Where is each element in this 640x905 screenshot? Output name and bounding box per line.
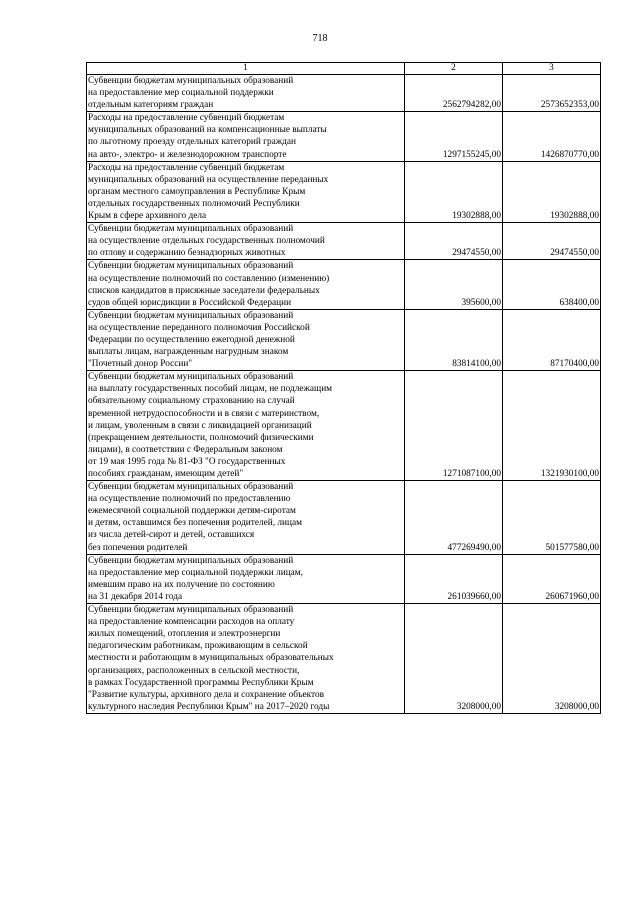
amount-col2: 83814100,00 — [405, 309, 503, 370]
description-line: имевшим право на их получение по состоянию — [88, 579, 275, 590]
description-line: "Развитие культуры, архивного дела и сохранение объектов — [88, 689, 325, 700]
amount-col3: 1426870770,00 — [503, 112, 601, 161]
amount-col2: 261039660,00 — [405, 554, 503, 603]
description-line: на выплату государственных пособий лицам, не подлежащим — [88, 384, 333, 395]
description-line: от 19 мая 1995 года № 81-ФЗ "О государственных — [88, 456, 286, 467]
description-line: Субвенции бюджетам муниципальных образований — [88, 482, 294, 493]
description-line: (прекращением деятельности, полномочий физическими — [88, 432, 314, 443]
amount-col3: 19302888,00 — [503, 161, 601, 222]
description-line: на осуществление переданного полномочия Российской — [88, 322, 310, 333]
description-line: пособиях гражданам, имеющим детей" — [88, 469, 244, 479]
amount-col2: 2562794282,00 — [405, 75, 503, 112]
description-line: культурного наследия Республики Крым" на 2017–2020 годы — [88, 701, 330, 712]
description-line: муниципальных образований на осуществление переданных — [88, 174, 329, 185]
description-line: из числа детей-сирот и детей, оставшихся — [88, 530, 255, 541]
table-row — [87, 223, 601, 260]
budget-table — [86, 62, 601, 714]
row-description — [87, 604, 405, 714]
description-line: организациях, расположенных в сельской местности, — [88, 665, 300, 676]
table-row — [87, 554, 601, 603]
amount-col2: 1271087100,00 — [405, 371, 503, 481]
amount-col2: 1297155245,00 — [405, 112, 503, 161]
description-line: по льготному проезду отдельных категорий граждан — [88, 137, 296, 148]
description-line: лицами), в соответствии с Федеральным законом — [88, 444, 283, 455]
description-line: органам местного самоуправления в Республике Крым — [88, 186, 306, 197]
description-line: списков кандидатов в присяжные заседатели федеральных — [88, 285, 320, 296]
description-line: по отлову и содержанию безнадзорных животных — [88, 248, 286, 259]
row-description — [87, 309, 405, 370]
description-line: Субвенции бюджетам муниципальных образований — [88, 76, 294, 86]
table-header-row — [87, 63, 601, 75]
description-line: Субвенции бюджетам муниципальных образований — [88, 224, 294, 235]
table-row — [87, 112, 601, 161]
row-description — [87, 481, 405, 555]
column-header-1: 1 — [87, 63, 405, 75]
description-line: Расходы на предоставление субвенций бюджетам — [88, 162, 285, 173]
description-line: на авто-, электро- и железнодорожном транспорте — [88, 149, 287, 160]
description-line: и детям, оставшимся без попечения родителей, лицам — [88, 518, 302, 529]
row-description — [87, 75, 405, 112]
description-line: на осуществление полномочий по предоставлению — [88, 494, 291, 505]
amount-col3: 29474550,00 — [503, 223, 601, 260]
description-line: на 31 декабря 2014 года — [88, 591, 183, 602]
table-row — [87, 481, 601, 555]
page-number: 718 — [312, 33, 328, 44]
table-row — [87, 161, 601, 222]
description-line: временной нетрудоспособности и в связи с материнством, — [88, 408, 320, 419]
description-line: педагогическим работникам, проживающим в сельской — [88, 641, 308, 652]
description-line: на предоставление мер социальной поддержки — [88, 88, 274, 99]
row-description — [87, 371, 405, 481]
row-description — [87, 554, 405, 603]
description-line: на предоставление мер социальной поддержки лицам, — [88, 567, 303, 578]
description-line: Субвенции бюджетам муниципальных образований — [88, 605, 294, 616]
description-line: Субвенции бюджетам муниципальных образований — [88, 372, 294, 383]
amount-col3: 2573652353,00 — [503, 75, 601, 112]
row-description — [87, 112, 405, 161]
description-line: "Почетный донор России" — [88, 359, 193, 370]
description-line: выплаты лицам, награжденным нагрудным знаком — [88, 347, 289, 358]
description-line: Расходы на предоставление субвенций бюджетам — [88, 113, 285, 124]
description-line: на осуществление отдельных государственных полномочий — [88, 236, 325, 247]
amount-col3: 1321930100,00 — [503, 371, 601, 481]
amount-col2: 29474550,00 — [405, 223, 503, 260]
amount-col3: 638400,00 — [503, 260, 601, 309]
description-line: муниципальных образований на компенсационные выплаты — [88, 125, 327, 136]
amount-col2: 3208000,00 — [405, 604, 503, 714]
amount-col2: 395600,00 — [405, 260, 503, 309]
description-line: судов общей юрисдикции в Российской Федерации — [88, 297, 292, 308]
table-row — [87, 260, 601, 309]
description-line: местности и работающим в муниципальных образовательных — [88, 653, 334, 664]
description-line: без попечения родителей — [88, 542, 188, 553]
table-row — [87, 309, 601, 370]
table-row — [87, 604, 601, 714]
description-line: на предоставление компенсации расходов на оплату — [88, 617, 295, 628]
description-line: ежемесячной социальной поддержки детям-сиротам — [88, 506, 296, 517]
table-row — [87, 371, 601, 481]
column-header-3: 3 — [503, 63, 601, 75]
amount-col3: 3208000,00 — [503, 604, 601, 714]
description-line: Крым в сфере архивного дела — [88, 211, 207, 222]
description-line: на осуществление полномочий по составлению (изменению) — [88, 273, 330, 284]
description-line: отдельных государственных полномочий Республики — [88, 198, 300, 209]
row-description — [87, 161, 405, 222]
description-line: в рамках Государственной программы Республики Крым — [88, 677, 314, 688]
row-description — [87, 223, 405, 260]
row-description — [87, 260, 405, 309]
column-header-2: 2 — [405, 63, 503, 75]
description-line: Субвенции бюджетам муниципальных образований — [88, 310, 294, 321]
description-line: и лицам, уволенным в связи с ликвидацией организаций — [88, 420, 312, 431]
amount-col3: 501577580,00 — [503, 481, 601, 555]
description-line: отдельным категориям граждан — [88, 100, 214, 111]
amount-col3: 87170400,00 — [503, 309, 601, 370]
amount-col2: 477269490,00 — [405, 481, 503, 555]
description-line: обязательному социальному страхованию на случай — [88, 396, 295, 407]
description-line: Субвенции бюджетам муниципальных образований — [88, 555, 294, 566]
description-line: Федерации по осуществлению ежегодной денежной — [88, 334, 295, 345]
description-line: жилых помещений, отопления и электроэнергии — [88, 629, 281, 640]
table-row — [87, 75, 601, 112]
amount-col3: 260671960,00 — [503, 554, 601, 603]
description-line: Субвенции бюджетам муниципальных образований — [88, 261, 294, 272]
amount-col2: 19302888,00 — [405, 161, 503, 222]
